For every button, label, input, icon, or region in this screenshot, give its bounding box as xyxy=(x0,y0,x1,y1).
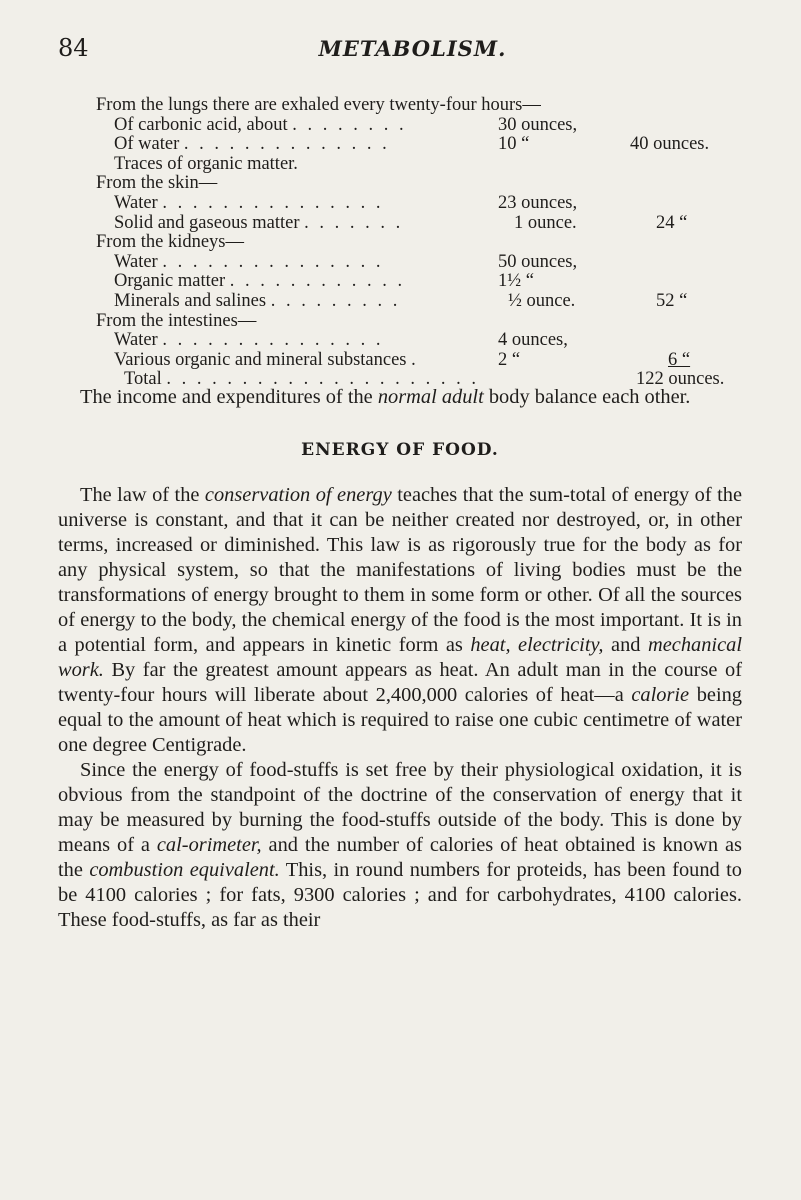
row-amount: 2 “ xyxy=(498,349,521,370)
row-amount: 23 ounces, xyxy=(498,192,578,213)
row-label: Water . . . . . . . . . . . . . . . xyxy=(114,251,384,272)
table-row xyxy=(96,135,736,155)
running-head: METABOLISM. xyxy=(318,36,507,61)
table-row xyxy=(96,331,736,351)
paragraph: The income and expenditures of the normal adult body balance each other. xyxy=(80,386,691,408)
excretion-table xyxy=(96,96,736,390)
row-amount: 4 ounces, xyxy=(498,330,568,351)
row-label: Organic matter . . . . . . . . . . . . xyxy=(114,271,406,292)
table-row xyxy=(96,116,736,136)
row-label: Of water . . . . . . . . . . . . . . xyxy=(114,134,390,155)
row-label: Minerals and salines . . . . . . . . . xyxy=(114,290,401,311)
paragraph: Since the energy of food-stuffs is set free by their physiological oxidation, it is obvious from the standpoint of the doctrine of the conservation of energy that it may be measured by burning the food-stuffs outside of the body. This is done by means of a cal-orimeter, and the number of calories of heat obtained is known as the combustion equivalent. This, in round numbers for proteids, has been found to be 4100 calories ; for fats, 9300 calories ; and for carbohydrates, 4100 calories. These food-stuffs, as far as their xyxy=(58,759,742,931)
table-intro: From the lungs there are exhaled every twenty-four hours— xyxy=(96,95,541,115)
section-heading: ENERGY OF FOOD. xyxy=(301,440,499,460)
table-row xyxy=(96,272,736,292)
table-row xyxy=(96,194,736,214)
row-label: Water . . . . . . . . . . . . . . . xyxy=(114,192,384,213)
total-label: Total . . . . . . . . . . . . . . . . . . . . . xyxy=(124,369,479,390)
row-amount: 1½ “ xyxy=(498,271,534,292)
row-amount: 1 ounce. xyxy=(514,212,577,233)
table-row xyxy=(96,253,736,273)
row-amount: 50 ounces, xyxy=(498,251,578,272)
row-label: Of carbonic acid, about . . . . . . . . xyxy=(114,114,407,135)
table-subheading xyxy=(96,233,736,253)
row-total: 52 “ xyxy=(656,290,688,311)
body-text xyxy=(58,385,742,933)
row-total: 24 “ xyxy=(656,212,688,233)
table-subheading xyxy=(96,312,736,332)
table-intro-row xyxy=(96,96,736,116)
page-number: 84 xyxy=(58,34,89,62)
skin-heading: From the skin— xyxy=(96,173,218,194)
total-value: 122 ounces. xyxy=(636,369,725,390)
row-total: 40 ounces. xyxy=(630,134,710,155)
row-label: Traces of organic matter. xyxy=(114,153,298,174)
paragraph: The law of the conservation of energy teaches that the sum-total of energy of the universe is constant, and that it can be neither created nor destroyed, or, in other terms, increased or diminished. This law is as rigorously true for the body as for any physical system, so that the manifestations of living bodies must be the transformations of energy brought to them in some form or other. Of all the sources of energy to the body, the chemical energy of the food is the most important. It is in a potential form, and appears in kinetic form as heat, electricity, and mechanical work. By far the greatest amount appears as heat. An adult man in the course of twenty-four hours will liberate about 2,400,000 calories of heat—a calorie being equal to the amount of heat which is required to raise one cubic centimetre of water one degree Centigrade. xyxy=(58,484,742,756)
row-amount: 30 ounces, xyxy=(498,114,578,135)
table-row xyxy=(96,155,736,175)
row-label: Various organic and mineral substances . xyxy=(114,349,419,370)
row-amount: 10 “ xyxy=(498,134,530,155)
row-amount: ½ ounce. xyxy=(508,290,576,311)
table-row xyxy=(96,214,736,234)
row-label: Water . . . . . . . . . . . . . . . xyxy=(114,330,384,351)
table-row xyxy=(96,292,736,312)
intestines-heading: From the intestines— xyxy=(96,310,257,331)
table-row xyxy=(96,351,736,371)
row-label: Solid and gaseous matter . . . . . . . xyxy=(114,212,404,233)
kidneys-heading: From the kidneys— xyxy=(96,232,244,253)
row-total: 6 “ xyxy=(668,349,691,370)
table-subheading xyxy=(96,174,736,194)
